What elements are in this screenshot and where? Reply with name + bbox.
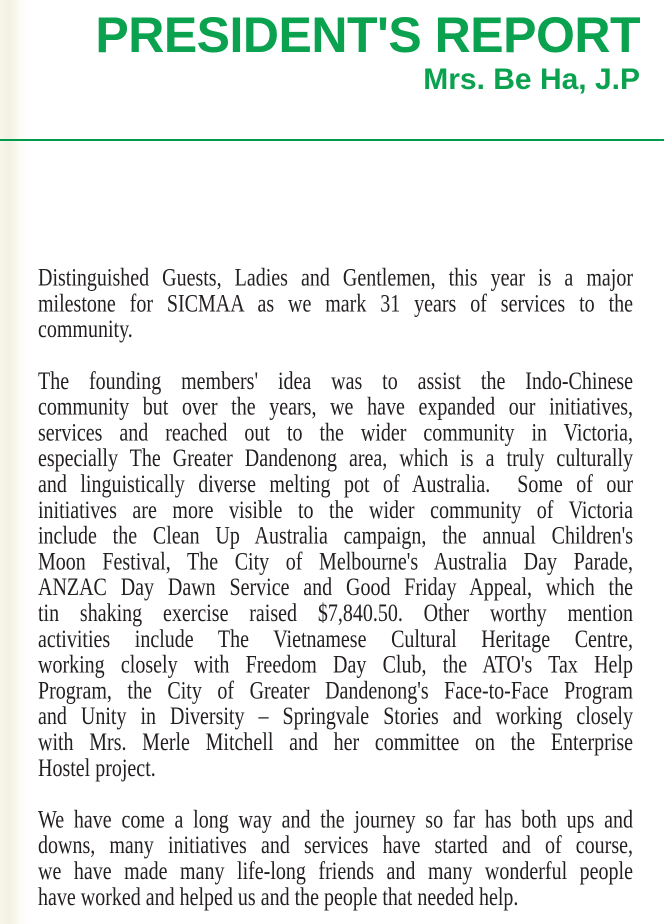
text-line: tin shaking exercise raised $7,840.50. Other worthy mention (38, 599, 633, 628)
paragraph (38, 368, 633, 781)
page-subtitle-author: Mrs. Be Ha, J.P (423, 63, 640, 96)
text-line: community but over the years, we have expanded our initiatives, (38, 392, 633, 422)
text-line: services and reached out to the wider community in Victoria, (38, 418, 633, 447)
text-line: We have come a long way and the journey so far has both ups and (38, 805, 633, 834)
report-header (0, 0, 640, 96)
text-line: Hostel project. (38, 753, 156, 783)
text-line: Program, the City of Greater Dandenong's Face-to-Face Program (38, 676, 633, 705)
text-line: initiatives are more visible to the wider community of Victoria (38, 495, 633, 525)
report-body (38, 265, 633, 910)
text-line: community. (38, 315, 133, 344)
text-line: and linguistically diverse melting pot of Australia. Some of our (38, 470, 633, 499)
paragraph (38, 807, 633, 910)
text-line: especially The Greater Dandenong area, which is a truly culturally (38, 444, 633, 473)
text-line: Distinguished Guests, Ladies and Gentlemen, this year is a major (38, 263, 633, 293)
text-line: The founding members' idea was to assist the Indo-Chinese (38, 366, 633, 396)
page-title: PRESIDENT'S REPORT (95, 7, 640, 63)
text-line: working closely with Freedom Day Club, the ATO's Tax Help (38, 650, 633, 680)
text-line: we have made many life-long friends and many wonderful people (38, 857, 633, 886)
text-line: downs, many initiatives and services have started and of course, (38, 831, 633, 860)
text-line: have worked and helped us and the people that needed help. (38, 882, 519, 912)
text-line: include the Clean Up Australia campaign, the annual Children's (38, 521, 633, 551)
text-line: Moon Festival, The City of Melbourne's Australia Day Parade, (38, 547, 633, 576)
text-line: activities include The Vietnamese Cultural Heritage Centre, (38, 624, 633, 654)
text-line: with Mrs. Merle Mitchell and her committee on the Enterprise (38, 728, 633, 757)
text-line: milestone for SICMAA as we mark 31 years of services to the (38, 289, 633, 318)
text-line: and Unity in Diversity – Springvale Stories and working closely (38, 702, 633, 731)
paragraph (38, 265, 633, 342)
text-line: ANZAC Day Dawn Service and Good Friday Appeal, which the (38, 573, 633, 602)
header-divider (0, 139, 664, 141)
